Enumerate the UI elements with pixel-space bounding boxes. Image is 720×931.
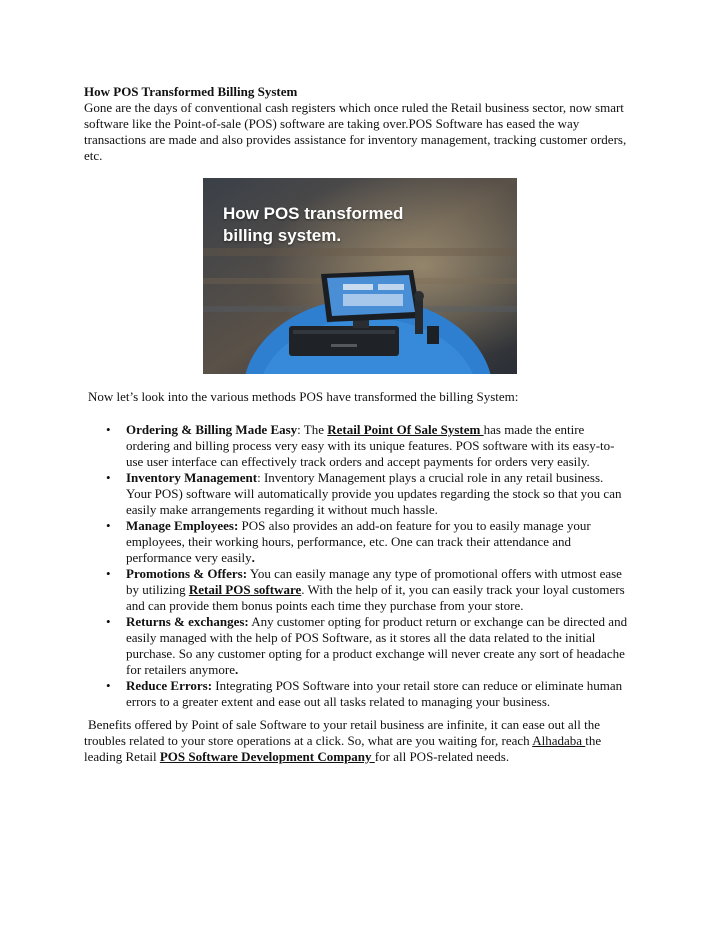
intro-paragraph: Gone are the days of conventional cash registers which once ruled the Retail business sector, now smart software like the Point-of-sale (POS) software are taking over.POS Software has eased the way transactions are made and also provides assistance for inventory management, tracking customer orders, etc. (84, 100, 627, 163)
list-item-text: : The (297, 422, 328, 437)
list-item-label: Returns & exchanges: (126, 614, 249, 629)
list-item-label: Reduce Errors: (126, 678, 213, 693)
list-item-text: . With the help of it, you can easily track your loyal customers and can provide them bonus points each time they purchase from your store. (126, 582, 625, 613)
document-body (84, 84, 636, 164)
list-item-label: Promotions & Offers: (126, 566, 248, 581)
list-item (126, 566, 628, 614)
list-item-text: has made the entire ordering and billing process very easy with its unique features. POS software with its easy-to-use user interface can effectively track orders and accept payments for orders very easily. (126, 422, 615, 469)
list-item-text: POS also provides an add-on feature for you to easily manage your employees, their working hours, performance, etc. One can track their attendance and performance very easily (126, 518, 591, 565)
list-item (126, 470, 628, 518)
methods-list (126, 422, 628, 710)
retail-pos-software-link[interactable]: Retail POS software (188, 582, 302, 597)
list-item-text: Any customer opting for product return or exchange can be directed and easily managed with the help of POS Software, as it stores all the data related to the initial purchase. So any customer opting for a product exchange will never create any sort of headache for retailers anymore (126, 614, 628, 677)
list-item-end: . (251, 550, 255, 565)
list-item-label: Manage Employees: (126, 518, 239, 533)
list-item-text: : Inventory Management plays a crucial role in any retail business. Your POS) software will automatically provide you updates regarding the stock so that you can easily make arrangements regarding it without much hassle. (126, 470, 622, 517)
closing-text: Benefits offered by Point of sale Software to your retail business are infinite, it can ease out all the troubles related to your store operations at a click. So, what are you waiting for, reach (84, 717, 601, 748)
closing-paragraph (84, 717, 636, 765)
list-item-text: Integrating POS Software into your retail store can reduce or eliminate human errors to a greater extent and ease out all tasks related to managing your business. (126, 678, 623, 709)
alhadaba-link[interactable]: Alhadaba (532, 733, 586, 748)
list-item (126, 614, 628, 678)
hero-image (203, 178, 517, 374)
list-item-text: You can easily manage any type of promotional offers with utmost ease by utilizing (126, 566, 622, 597)
retail-point-of-sale-link[interactable]: Retail Point Of Sale System (327, 422, 484, 437)
list-item-label: Ordering & Billing Made Easy (126, 422, 298, 437)
list-item (126, 678, 628, 710)
pos-software-development-company-link[interactable]: POS Software Development Company (159, 749, 375, 764)
list-item (126, 518, 628, 566)
hero-image-caption: How POS transformed billing system. (223, 204, 404, 245)
methods-intro: Now let’s look into the various methods POS have transformed the billing System: (88, 389, 519, 404)
list-item-label: Inventory Management (126, 470, 258, 485)
document-title: How POS Transformed Billing System (84, 84, 298, 99)
closing-text: for all POS-related needs. (374, 749, 510, 764)
closing-text: the leading Retail (84, 733, 602, 764)
list-item-end: . (235, 662, 239, 677)
list-item (126, 422, 628, 470)
